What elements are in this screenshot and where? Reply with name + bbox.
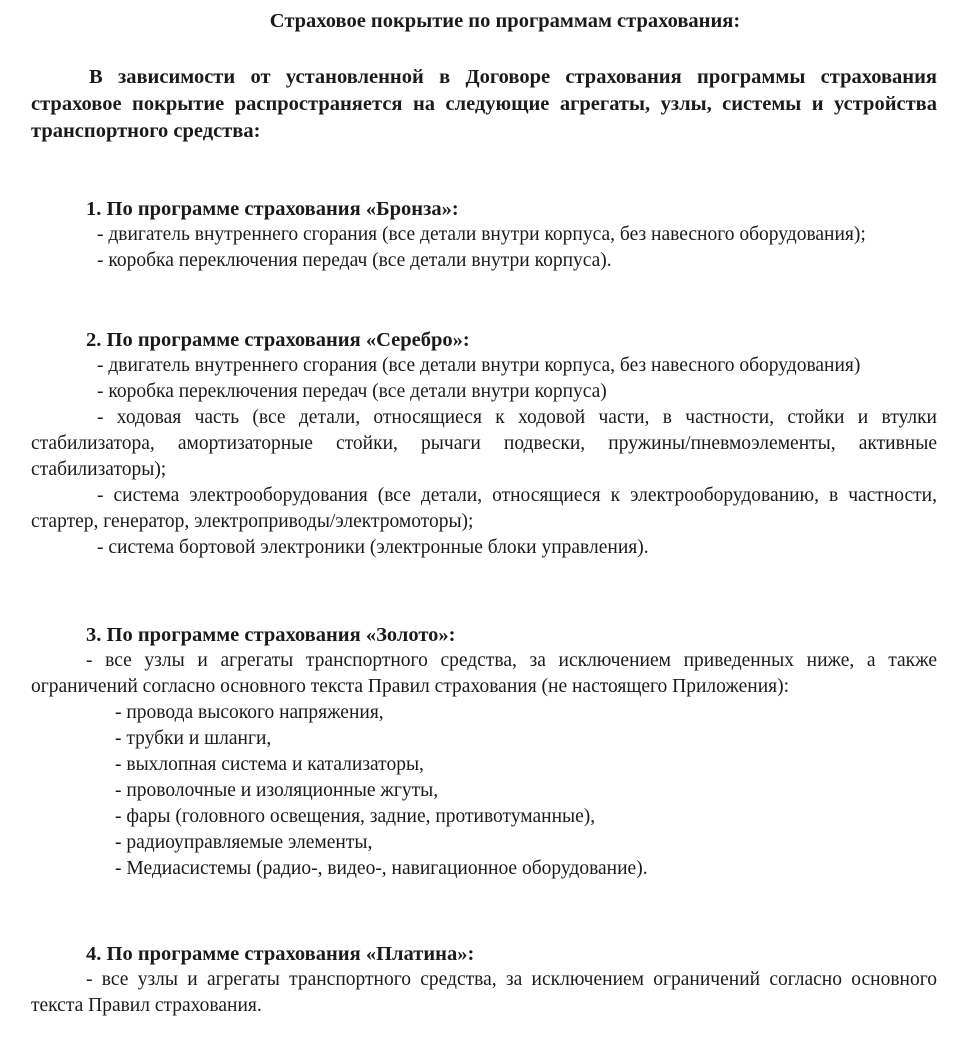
list-item: - все узлы и агрегаты транспортного средства, за исключением приведенных ниже, а также ограничений согласно основного текста Правил страхования (не настоящего Приложения): <box>31 650 937 697</box>
list-item: - все узлы и агрегаты транспортного средства, за исключением ограничений согласно основного текста Правил страхования. <box>31 969 937 1016</box>
section-heading: 4. По программе страхования «Платина»: <box>86 943 475 965</box>
section-gold <box>31 622 937 882</box>
exclusion-item: - выхлопная система и катализаторы, <box>115 754 424 775</box>
section-heading: 3. По программе страхования «Золото»: <box>86 624 456 646</box>
exclusion-item: - проволочные и изоляционные жгуты, <box>115 780 439 801</box>
exclusion-item: - Медиасистемы (радио-, видео-, навигационное оборудование). <box>115 858 648 879</box>
list-item: - двигатель внутреннего сгорания (все детали внутри корпуса, без навесного оборудования); <box>97 224 866 245</box>
exclusions-list <box>31 700 937 882</box>
exclusion-item: - трубки и шланги, <box>115 728 272 749</box>
list-item: - коробка переключения передач (все детали внутри корпуса). <box>97 250 612 271</box>
list-item: - система бортовой электроники (электронные блоки управления). <box>97 537 649 558</box>
list-item: - система электрооборудования (все детали, относящиеся к электрооборудованию, в частности, стартер, генератор, электроприводы/электромоторы); <box>31 485 937 532</box>
intro-paragraph: В зависимости от установленной в Договоре страхования программы страхования страховое покрытие распространяется на следующие агрегаты, узлы, системы и устройства транспортного средства: <box>31 66 937 142</box>
exclusion-item: - провода высокого напряжения, <box>115 702 384 723</box>
list-item: - ходовая часть (все детали, относящиеся к ходовой части, в частности, стойки и втулки стабилизатора, амортизаторные стойки, рычаги подвески, пружины/пневмоэлементы, активные стабилизаторы); <box>31 407 937 480</box>
section-heading: 1. По программе страхования «Бронза»: <box>86 198 459 220</box>
section-silver <box>31 327 937 561</box>
section-heading: 2. По программе страхования «Серебро»: <box>86 329 470 351</box>
document-title: Страховое покрытие по программам страхования: <box>269 10 741 32</box>
exclusion-item: - радиоуправляемые элементы, <box>115 832 373 853</box>
section-platinum <box>31 941 937 1019</box>
section-bronze <box>31 196 937 274</box>
exclusion-item: - фары (головного освещения, задние, противотуманные), <box>115 806 596 827</box>
list-item: - коробка переключения передач (все детали внутри корпуса) <box>97 381 607 402</box>
list-item: - двигатель внутреннего сгорания (все детали внутри корпуса, без навесного оборудования) <box>97 355 861 376</box>
